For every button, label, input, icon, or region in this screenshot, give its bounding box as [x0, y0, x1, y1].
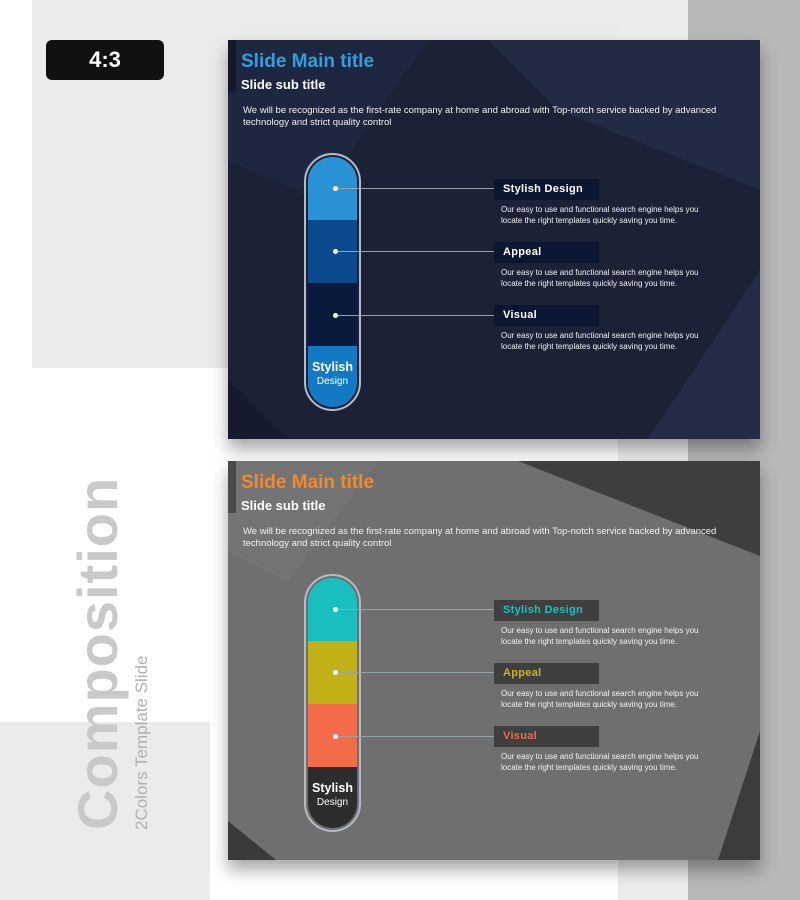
slide-title: Slide Main title: [241, 51, 375, 72]
capsule-bar: [308, 578, 357, 828]
side-caption-subtitle: 2Colors Template Slide: [132, 655, 151, 830]
slide-subtitle: Slide sub title: [241, 77, 326, 92]
item-description: Our easy to use and functional search engine helps you locate the right templates quickly saving you time.: [501, 268, 699, 288]
connector-dot: [333, 670, 338, 675]
connector-dot: [333, 186, 338, 191]
capsule-label-line1: Stylish: [312, 360, 353, 374]
side-caption: [66, 460, 152, 830]
item-label: Visual: [494, 305, 599, 326]
connector-line: [335, 672, 494, 673]
side-caption-title: Composition: [66, 476, 129, 830]
capsule-label-line2: Design: [316, 376, 349, 387]
slide-preview-blue[interactable]: [228, 40, 760, 439]
item-label: Appeal: [494, 242, 599, 263]
item-description: Our easy to use and functional search engine helps you locate the right templates quickly saving you time.: [501, 205, 699, 225]
slide-title: Slide Main title: [241, 472, 375, 493]
capsule-bar: [308, 157, 357, 407]
connector-dot: [333, 249, 338, 254]
capsule-label-line1: Stylish: [312, 781, 353, 795]
slide-body-text: We will be recognized as the first-rate company at home and abroad with Top-notch service backed by advanced technology and strict quality control: [243, 105, 717, 128]
item-description: Our easy to use and functional search engine helps you locate the right templates quickly saving you time.: [501, 689, 699, 709]
item-label: Stylish Design: [494, 600, 599, 621]
item-label: Stylish Design: [494, 179, 599, 200]
connector-line: [335, 736, 494, 737]
capsule-segment-bottom: [308, 767, 357, 828]
connector-line: [335, 315, 494, 316]
item-description: Our easy to use and functional search engine helps you locate the right templates quickly saving you time.: [501, 331, 699, 351]
slide-preview-gray[interactable]: [228, 461, 760, 860]
capsule-label-line2: Design: [316, 797, 349, 808]
item-label: Visual: [494, 726, 599, 747]
item-description: Our easy to use and functional search engine helps you locate the right templates quickly saving you time.: [501, 626, 699, 646]
slide-body-text: We will be recognized as the first-rate company at home and abroad with Top-notch service backed by advanced technology and strict quality control: [243, 526, 717, 549]
connector-line: [335, 251, 494, 252]
title-accent-bar: [228, 40, 236, 92]
connector-line: [335, 609, 494, 610]
capsule-segment-bottom: [308, 346, 357, 407]
connector-dot: [333, 313, 338, 318]
slide-subtitle: Slide sub title: [241, 498, 326, 513]
connector-line: [335, 188, 494, 189]
item-description: Our easy to use and functional search engine helps you locate the right templates quickly saving you time.: [501, 752, 699, 772]
connector-dot: [333, 607, 338, 612]
item-label: Appeal: [494, 663, 599, 684]
aspect-ratio-badge: 4:3: [46, 40, 164, 80]
title-accent-bar: [228, 461, 236, 513]
connector-dot: [333, 734, 338, 739]
